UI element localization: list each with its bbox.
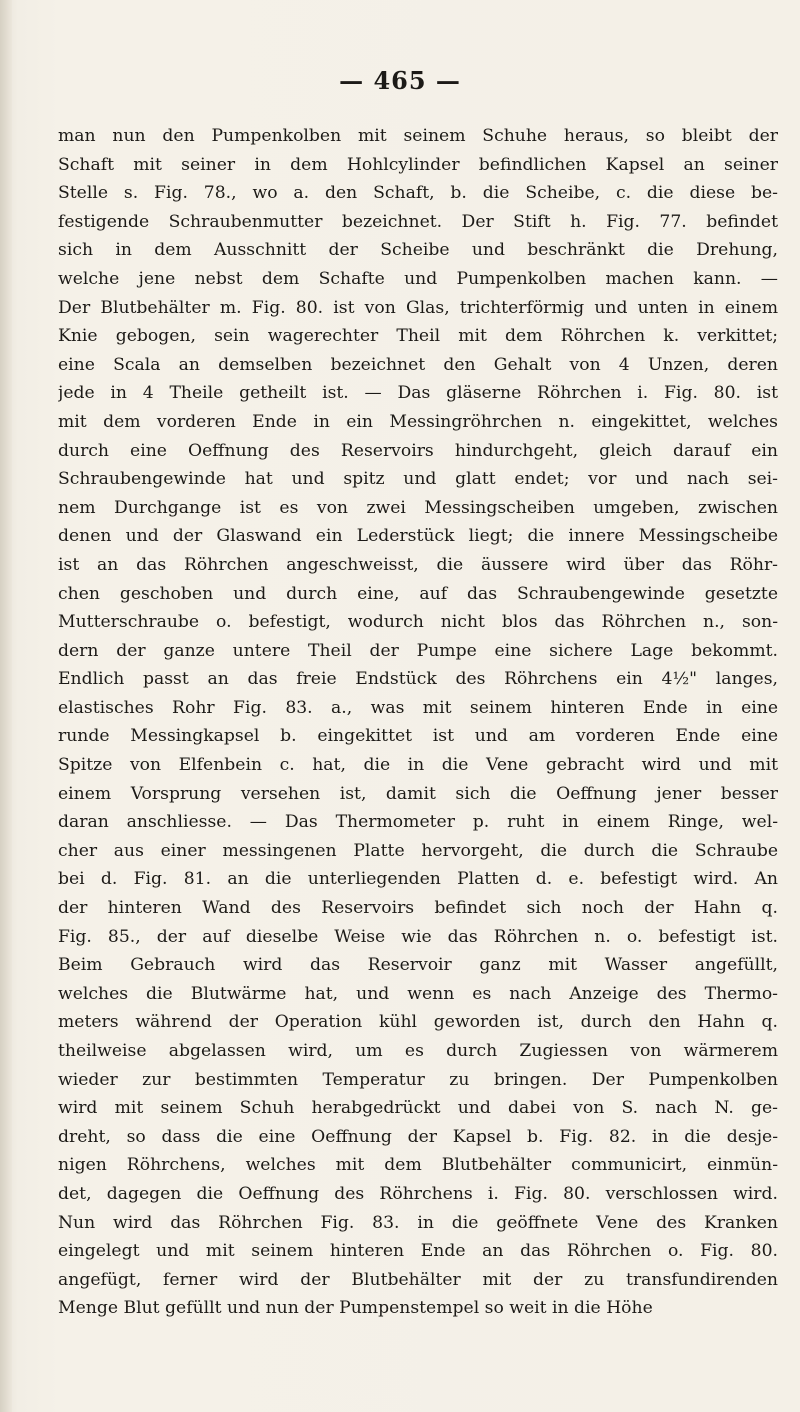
text-line: dern der ganze untere Theil der Pumpe eine sichere Lage bekommt. [58,640,778,661]
text-line: jede in 4 Theile getheilt ist. — Das gläserne Röhrchen i. Fig. 80. ist [58,383,778,404]
text-line: Spitze von Elfenbein c. hat, die in die Vene gebracht wird und mit [58,755,778,776]
page-binding-edge [0,0,12,1412]
text-line: angefügt, ferner wird der Blutbehälter mit der zu transfundirenden [58,1269,778,1290]
text-line: cher aus einer messingenen Platte hervorgeht, die durch die Schraube [58,840,778,861]
text-line: Fig. 85., der auf dieselbe Weise wie das Röhrchen n. o. befestigt ist. [58,926,778,947]
text-line: nem Durchgange ist es von zwei Messingscheiben umgeben, zwischen [58,497,778,518]
text-line: Mutterschraube o. befestigt, wodurch nicht blos das Röhrchen n., son- [58,612,778,633]
text-line: ist an das Röhrchen angeschweisst, die äussere wird über das Röhr- [58,554,778,575]
text-line: Endlich passt an das freie Endstück des Röhrchens ein 4½" langes, [58,669,778,690]
text-line: theilweise abgelassen wird, um es durch Zugiessen von wärmerem [58,1041,778,1061]
text-line: meters während der Operation kühl geworden ist, durch den Hahn q. [58,1012,778,1033]
text-line: dreht, so dass die eine Oeffnung der Kapsel b. Fig. 82. in die desje- [58,1126,778,1147]
text-line: wieder zur bestimmten Temperatur zu bringen. Der Pumpenkolben [58,1069,778,1090]
page-number: — 465 — [339,66,461,95]
text-line: nigen Röhrchens, welches mit dem Blutbehälter communicirt, einmün- [58,1155,778,1176]
text-line: durch eine Oeffnung des Reservoirs hindurchgeht, gleich darauf ein [58,440,778,461]
text-line: Knie gebogen, sein wagerechter Theil mit dem Röhrchen k. verkittet; [58,326,778,347]
text-line: bei d. Fig. 81. an die unterliegenden Platten d. e. befestigt wird. An [58,869,778,890]
text-line: sich in dem Ausschnitt der Scheibe und beschränkt die Drehung, [58,240,778,261]
text-line: det, dagegen die Oeffnung des Röhrchens i. Fig. 80. verschlossen wird. [58,1183,778,1204]
body-text [58,122,778,1323]
text-line: chen geschoben und durch eine, auf das Schraubengewinde gesetzte [58,583,778,604]
text-line: Der Blutbehälter m. Fig. 80. ist von Glas, trichterförmig und unten in einem [58,297,778,318]
text-line: einem Vorsprung versehen ist, damit sich die Oeffnung jener besser [58,783,778,804]
text-line: welche jene nebst dem Schafte und Pumpenkolben machen kann. — [58,268,778,289]
text-line: Beim Gebrauch wird das Reservoir ganz mit Wasser angefüllt, [58,955,778,976]
text-line: eingelegt und mit seinem hinteren Ende an das Röhrchen o. Fig. 80. [58,1241,778,1262]
text-line: Menge Blut gefüllt und nun der Pumpenstempel so weit in die Höhe [58,1298,653,1319]
text-line: runde Messingkapsel b. eingekittet ist und am vorderen Ende eine [58,726,778,747]
text-line: welches die Blutwärme hat, und wenn es nach Anzeige des Thermo- [58,983,778,1004]
text-line: Nun wird das Röhrchen Fig. 83. in die geöffnete Vene des Kranken [58,1212,778,1233]
text-line: mit dem vorderen Ende in ein Messingröhrchen n. eingekittet, welches [58,411,778,432]
text-line: der hinteren Wand des Reservoirs befindet sich noch der Hahn q. [58,898,778,919]
text-line: denen und der Glaswand ein Lederstück liegt; die innere Messingscheibe [58,526,778,547]
text-line: elastisches Rohr Fig. 83. a., was mit seinem hinteren Ende in eine [58,697,778,718]
text-line: eine Scala an demselben bezeichnet den Gehalt von 4 Unzen, deren [58,354,778,375]
text-line: Stelle s. Fig. 78., wo a. den Schaft, b. die Scheibe, c. die diese be- [58,183,778,204]
text-line: Schaft mit seiner in dem Hohlcylinder befindlichen Kapsel an seiner [58,154,778,175]
text-line: man nun den Pumpenkolben mit seinem Schuhe heraus, so bleibt der [58,126,778,146]
text-line: daran anschliesse. — Das Thermometer p. ruht in einem Ringe, wel- [58,812,778,833]
text-line: Schraubengewinde hat und spitz und glatt endet; vor und nach sei- [58,469,778,490]
text-line: festigende Schraubenmutter bezeichnet. Der Stift h. Fig. 77. befindet [58,211,778,232]
text-line: wird mit seinem Schuh herabgedrückt und dabei von S. nach N. ge- [58,1098,778,1119]
